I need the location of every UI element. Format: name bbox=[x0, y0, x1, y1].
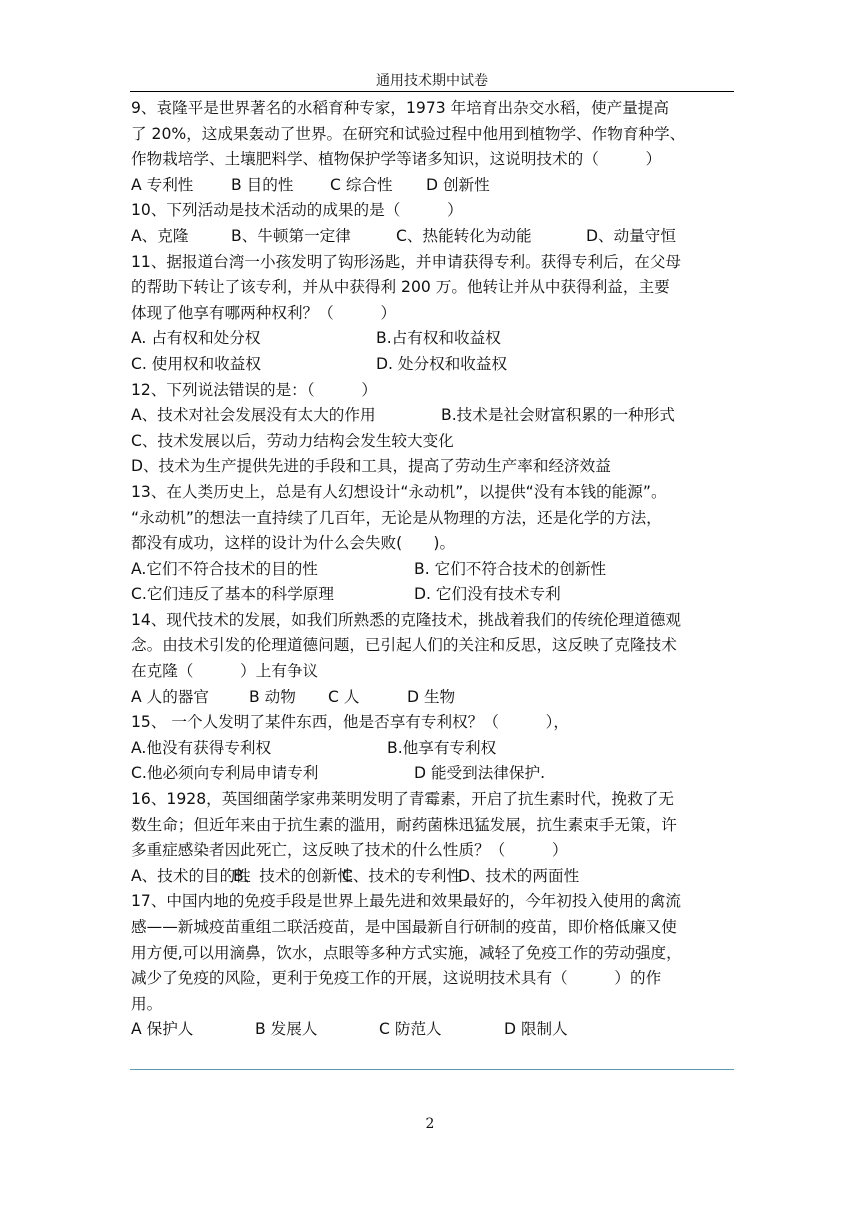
question-block bbox=[131, 250, 737, 378]
question-stem-continuation: 作物栽培学、土壤肥料学、植物保护学等诸多知识，这说明技术的（ ） bbox=[131, 150, 662, 169]
question-stem-continuation: “永动机”的想法一直持续了几百年，无论是从物理的方法，还是化学的方法， bbox=[131, 508, 662, 527]
option-row bbox=[131, 326, 737, 352]
option-row bbox=[131, 173, 737, 199]
option-row bbox=[131, 557, 737, 583]
question-stem-continuation: 用。 bbox=[131, 994, 163, 1013]
question-stem-continuation: 体现了他享有哪两种权利？（ ） bbox=[131, 303, 397, 322]
option-row bbox=[131, 736, 737, 762]
answer-option: A、技术对社会发展没有太大的作用 bbox=[131, 406, 376, 425]
option-row bbox=[131, 1017, 737, 1043]
answer-option: D、技术的两面性 bbox=[458, 866, 580, 885]
question-stem-continuation: 在克隆（ ）上有争议 bbox=[131, 662, 319, 681]
question-stem-continuation: 感——新城疫苗重组二联活疫苗，是中国最新自行研制的疫苗，即价格低廉又使 bbox=[131, 918, 677, 936]
question-block bbox=[131, 710, 737, 787]
question-stem-continuation: 念。由技术引发的伦理道德问题，已引起人们的关注和反思，这反映了克隆技术 bbox=[131, 636, 677, 655]
option-row bbox=[131, 685, 737, 711]
option-row bbox=[131, 761, 737, 787]
answer-option: B、牛顿第一定律 bbox=[231, 226, 351, 245]
question-block bbox=[131, 96, 737, 198]
answer-option: C.它们违反了基本的科学原理 bbox=[131, 585, 334, 604]
answer-option: B、技术的创新性 bbox=[233, 866, 353, 885]
question-stem: 12、下列说法错误的是：（ ） bbox=[131, 380, 377, 399]
question-stem: 15、 一个人发明了某件东西，他是否享有专利权？（ ）， bbox=[131, 713, 570, 732]
answer-option: C、技术的专利性 bbox=[342, 866, 463, 885]
answer-option: C、技术发展以后，劳动力结构会发生较大变化 bbox=[131, 431, 454, 450]
question-stem-continuation: 了 20%，这成果轰动了世界。在研究和试验过程中他用到植物学、作物育种学、 bbox=[131, 124, 686, 143]
answer-option: A、克隆 bbox=[131, 226, 189, 245]
answer-option: A.它们不符合技术的目的性 bbox=[131, 559, 318, 578]
option-row bbox=[131, 864, 737, 890]
answer-option: C. 使用权和收益权 bbox=[131, 354, 261, 373]
answer-option: B 目的性 bbox=[231, 175, 294, 194]
answer-option: D、动量守恒 bbox=[586, 226, 676, 245]
answer-option: C、热能转化为动能 bbox=[396, 226, 532, 245]
question-stem: 11、据报道台湾一小孩发明了钩形汤匙，并申请获得专利。获得专利后，在父母 bbox=[131, 252, 682, 271]
answer-option: A. 占有权和处分权 bbox=[131, 329, 261, 348]
answer-option: D 生物 bbox=[407, 687, 456, 706]
question-stem-continuation: 用方便,可以用滴鼻，饮水，点眼等多种方式实施，减轻了免疫工作的劳动强度， bbox=[131, 943, 682, 962]
header-divider bbox=[130, 91, 734, 92]
answer-option: B.占有权和收益权 bbox=[376, 329, 501, 348]
answer-option: D 能受到法律保护. bbox=[414, 764, 546, 783]
option-row bbox=[131, 224, 737, 250]
answer-option: D. 处分权和收益权 bbox=[376, 354, 508, 373]
page-number: 2 bbox=[425, 1116, 435, 1132]
option-row bbox=[131, 403, 737, 429]
option-row bbox=[131, 352, 737, 378]
question-stem-continuation: 的帮助下转让了该专利，并从中获得利 200 万。他转让并从中获得利益，主要 bbox=[131, 278, 670, 297]
answer-option: B 动物 bbox=[249, 687, 296, 706]
answer-option: C.他必须向专利局申请专利 bbox=[131, 764, 319, 783]
footer-divider bbox=[130, 1069, 734, 1070]
question-stem: 13、在人类历史上，总是有人幻想设计“永动机”，以提供“没有本钱的能源”。 bbox=[131, 482, 667, 501]
option-row bbox=[131, 429, 737, 455]
option-row bbox=[131, 582, 737, 608]
answer-option: A 人的器官 bbox=[131, 687, 209, 706]
answer-option: A 专利性 bbox=[131, 175, 194, 194]
question-stem-continuation: 减少了免疫的风险，更利于免疫工作的开展，这说明技术具有（ ）的作 bbox=[131, 969, 662, 988]
option-row bbox=[131, 454, 737, 480]
answer-option: C 防范人 bbox=[379, 1020, 442, 1039]
answer-option: A、技术的目的性 bbox=[131, 866, 251, 885]
question-block bbox=[131, 198, 737, 249]
answer-option: D. 它们没有技术专利 bbox=[414, 585, 561, 604]
answer-option: D 创新性 bbox=[426, 175, 490, 194]
answer-option: A 保护人 bbox=[131, 1020, 194, 1039]
question-stem: 17、中国内地的免疫手段是世界上最先进和效果最好的，今年初投入使用的禽流 bbox=[131, 892, 682, 911]
question-stem: 10、下列活动是技术活动的成果的是（ ） bbox=[131, 201, 463, 220]
question-block bbox=[131, 608, 737, 710]
question-block bbox=[131, 787, 737, 889]
question-stem: 16、1928，英国细菌学家弗莱明发明了青霉素，开启了抗生素时代，挽救了无 bbox=[131, 790, 674, 809]
answer-option: C 人 bbox=[328, 687, 360, 706]
answer-option: D 限制人 bbox=[504, 1020, 568, 1039]
question-stem: 9、袁隆平是世界著名的水稻育种专家，1973 年培育出杂交水稻，使产量提高 bbox=[131, 99, 669, 117]
answer-option: B 发展人 bbox=[255, 1020, 318, 1039]
answer-option: B.他享有专利权 bbox=[387, 738, 497, 757]
answer-option: C 综合性 bbox=[330, 175, 393, 194]
question-block bbox=[131, 480, 737, 608]
question-stem: 14、现代技术的发展，如我们所熟悉的克隆技术，挑战着我们的传统伦理道德观 bbox=[131, 610, 682, 629]
question-block bbox=[131, 889, 737, 1043]
question-list bbox=[131, 96, 737, 1043]
answer-option: A.他没有获得专利权 bbox=[131, 738, 272, 757]
answer-option: D、技术为生产提供先进的手段和工具，提高了劳动生产率和经济效益 bbox=[131, 457, 611, 476]
question-stem-continuation: 都没有成功，这样的设计为什么会失败( )。 bbox=[131, 534, 456, 553]
answer-option: B.技术是社会财富积累的一种形式 bbox=[441, 406, 675, 425]
question-stem-continuation: 数生命；但近年来由于抗生素的滥用，耐药菌株迅猛发展，抗生素束手无策，许 bbox=[131, 815, 677, 834]
page-header-title: 通用技术期中试卷 bbox=[376, 73, 488, 89]
question-stem-continuation: 多重症感染者因此死亡，这反映了技术的什么性质？（ ） bbox=[131, 841, 568, 860]
question-block bbox=[131, 378, 737, 480]
answer-option: B. 它们不符合技术的创新性 bbox=[414, 559, 607, 578]
